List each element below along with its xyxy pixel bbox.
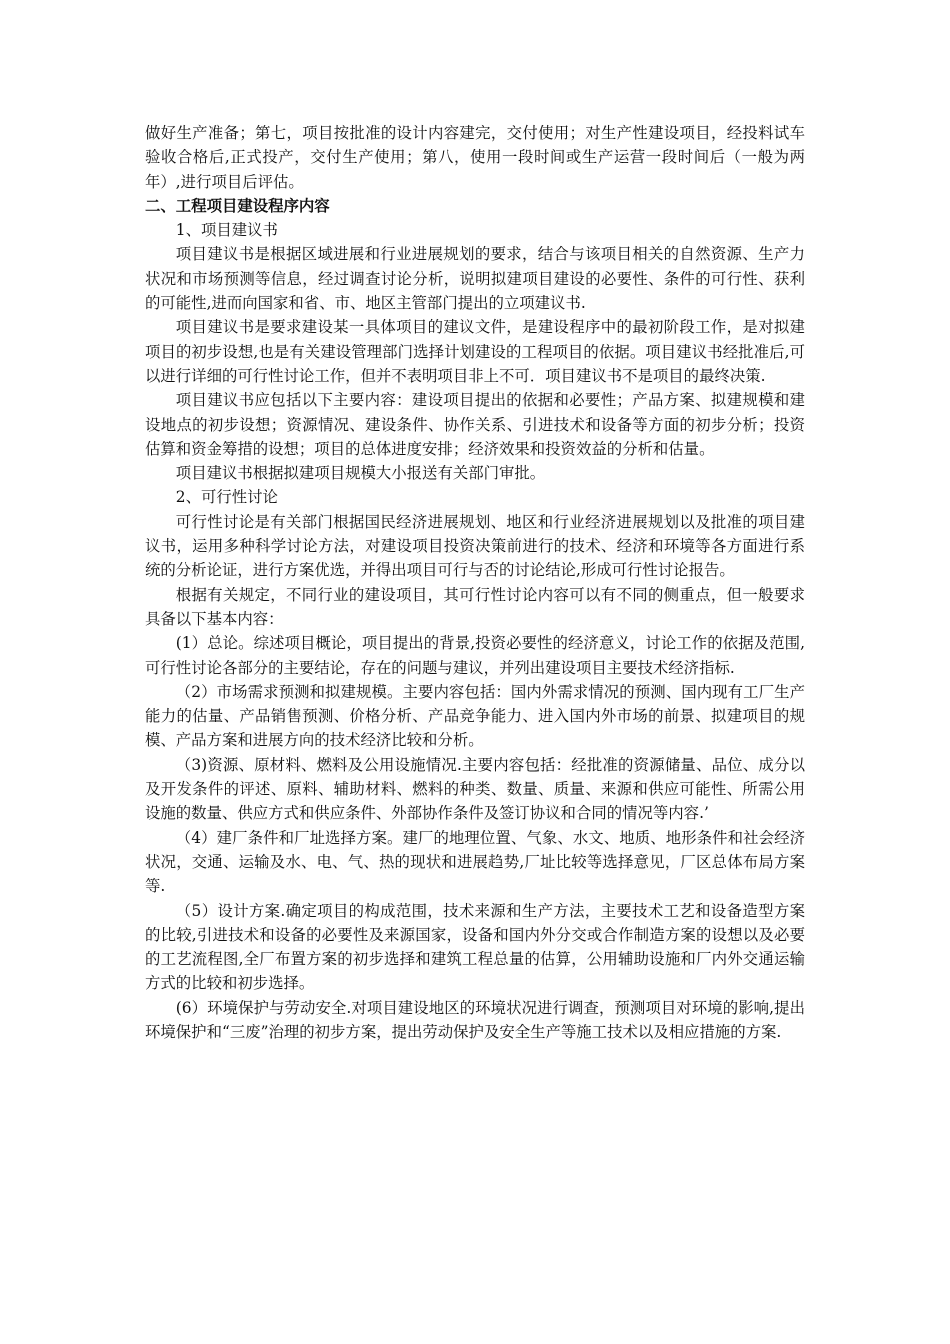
list-item-3: （3)资源、原材料、燃料及公用设施情况.主要内容包括：经批准的资源储量、品位、成分以及开发条件的评述、原料、辅助材料、燃料的种类、数量、质量、来源和供应可能性、所需公用设施的数量、供应方式和供应条件、外部协作条件及签订协议和合同的情况等内容.’ [145,755,805,823]
subsection-title-proposal: 1、项目建议书 [175,221,278,240]
list-item-1: (1）总论。综述项目概论，项目提出的背景,投资必要性的经济意义，讨论工作的依据及范围,可行性讨论各部分的主要结论，存在的问题与建议，并列出建设项目主要技术经济指标. [145,634,805,677]
list-item-4: （4）建厂条件和厂址选择方案。建厂的地理位置、气象、水文、地质、地形条件和社会经济状况，交通、运输及水、电、气、热的现状和进展趋势,厂址比较等选择意见，厂区总体布局方案等. [145,828,805,896]
paragraph: 项目建议书是根据区域进展和行业进展规划的要求，结合与该项目相关的自然资源、生产力状况和市场预测等信息，经过调查讨论分析，说明拟建项目建设的必要性、条件的可行性、获利的可能性,进而向国家和省、市、地区主管部门提出的立项建议书. [145,245,805,313]
paragraph: 项目建议书根据拟建项目规模大小报送有关部门审批。 [175,464,546,483]
paragraph: 可行性讨论是有关部门根据国民经济进展规划、地区和行业经济进展规划以及批准的项目建议书，运用多种科学讨论方法，对建设项目投资决策前进行的技术、经济和环境等各方面进行系统的分析论证，进行方案优选，并得出项目可行与否的讨论结论,形成可行性讨论报告。 [145,512,805,580]
paragraph: 根据有关规定，不同行业的建设项目，其可行性讨论内容可以有不同的侧重点，但一般要求具备以下基本内容： [145,585,805,628]
paragraph: 项目建议书应包括以下主要内容：建设项目提出的依据和必要性；产品方案、拟建规模和建设地点的初步设想；资源情况、建设条件、协作关系、引进技术和设备等方面的初步分析；投资估算和资金筹措的设想；项目的总体进度安排；经济效果和投资效益的分析和估量。 [145,391,805,458]
paragraph-continuation: 做好生产准备；第七，项目按批准的设计内容建完，交付使用；对生产性建设项目，经投料试车验收合格后,正式投产，交付生产使用；第八，使用一段时间或生产运营一段时间后（一般为两年）,进行项目后评估。 [145,124,805,191]
list-item-5: （5）设计方案.确定项目的构成范围，技术来源和生产方法，主要技术工艺和设备造型方案的比较,引进技术和设备的必要性及来源国家，设备和国内外分交或合作制造方案的设想以及必要的工艺流程图,全厂布置方案的初步选择和建筑工程总量的估算，公用辅助设施和厂内外交通运输方式的比较和初步选择。 [145,901,805,993]
list-item-2: （2）市场需求预测和拟建规模。主要内容包括：国内外需求情况的预测、国内现有工厂生产能力的估量、产品销售预测、价格分析、产品竞争能力、进入国内外市场的前景、拟建项目的规模、产品方案和进展方向的技术经济比较和分析。 [145,682,805,750]
section-heading: 二、工程项目建设程序内容 [145,196,330,215]
list-item-6: (6）环境保护与劳动安全.对项目建设地区的环境状况进行调查，预测项目对环境的影响,提出环境保护和“三废”治理的初步方案，提出劳动保护及安全生产等施工技术以及相应措施的方案. [145,998,805,1041]
paragraph: 项目建议书是要求建设某一具体项目的建议文件，是建设程序中的最初阶段工作，是对拟建项目的初步设想,也是有关建设管理部门选择计划建设的工程项目的依据。项目建议书经批准后,可以进行详细的可行性讨论工作，但并不表明项目非上不可．项目建议书不是项目的最终决策. [145,318,805,385]
subsection-title-feasibility: 2、可行性讨论 [175,488,278,507]
